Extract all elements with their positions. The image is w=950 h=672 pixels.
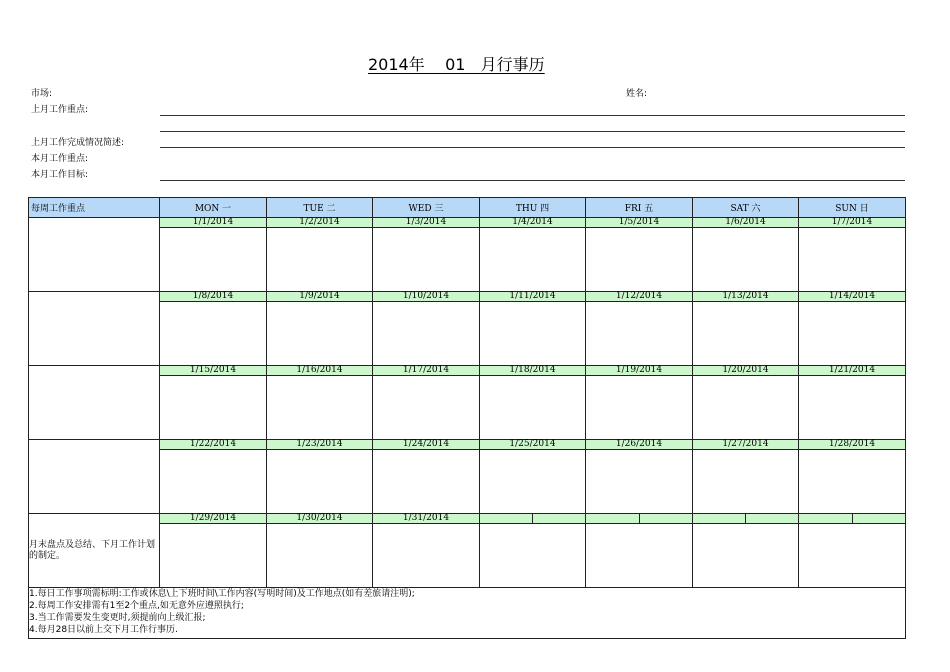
day-header-fri: FRI 五 bbox=[586, 198, 693, 218]
day-entry-cell[interactable] bbox=[373, 228, 480, 292]
this-month-focus-label: 本月工作重点: bbox=[31, 154, 89, 164]
day-header-thu: THU 四 bbox=[480, 198, 586, 218]
week-4-focus-cell[interactable] bbox=[29, 440, 160, 514]
calendar-grid bbox=[28, 197, 906, 639]
day-header-tue: TUE 二 bbox=[267, 198, 373, 218]
day-entry-cell[interactable] bbox=[799, 450, 906, 514]
date-cell: 1/17/2014 bbox=[373, 366, 480, 376]
market-label: 市场: bbox=[31, 89, 53, 99]
date-cell: 1/30/2014 bbox=[267, 514, 373, 524]
date-cell: 1/1/2014 bbox=[160, 218, 267, 228]
week-2-entry-row bbox=[29, 302, 906, 366]
calendar-title: 2014年 01 月行事历 bbox=[368, 55, 545, 74]
day-header-sat: SAT 六 bbox=[693, 198, 799, 218]
day-entry-cell[interactable] bbox=[586, 228, 693, 292]
date-cell: 1/28/2014 bbox=[799, 440, 906, 450]
week-5-entry-row bbox=[29, 524, 906, 588]
day-header-wed: WED 三 bbox=[373, 198, 480, 218]
day-entry-cell[interactable] bbox=[160, 228, 267, 292]
name-label: 姓名: bbox=[626, 89, 648, 99]
this-month-goal-line[interactable] bbox=[160, 180, 905, 181]
day-entry-cell[interactable] bbox=[480, 228, 586, 292]
day-entry-cell[interactable] bbox=[373, 524, 480, 588]
date-cell: 1/8/2014 bbox=[160, 292, 267, 302]
day-entry-cell[interactable] bbox=[267, 376, 373, 440]
last-month-summary-line[interactable] bbox=[160, 147, 905, 148]
date-cell: 1/19/2014 bbox=[586, 366, 693, 376]
day-entry-cell[interactable] bbox=[586, 450, 693, 514]
week-2-date-row bbox=[29, 292, 906, 302]
date-cell: 1/7/2014 bbox=[799, 218, 906, 228]
day-entry-cell[interactable] bbox=[373, 376, 480, 440]
date-cell: 1/27/2014 bbox=[693, 440, 799, 450]
note-item: 3.当工作需要发生变更时,须提前向上级汇报; bbox=[29, 613, 206, 623]
week-1-date-row bbox=[29, 218, 906, 228]
note-item: 2.每周工作安排需有1至2个重点,如无意外应遵照执行; bbox=[29, 601, 244, 611]
week-5-date-row bbox=[29, 514, 906, 524]
day-entry-cell[interactable] bbox=[267, 524, 373, 588]
notes-cell bbox=[29, 588, 906, 639]
week-4-date-row bbox=[29, 440, 906, 450]
day-entry-cell[interactable] bbox=[799, 524, 906, 588]
day-entry-cell[interactable] bbox=[267, 450, 373, 514]
day-entry-cell[interactable] bbox=[160, 376, 267, 440]
day-entry-cell[interactable] bbox=[799, 228, 906, 292]
last-month-summary-label: 上月工作完成情况简述: bbox=[31, 138, 125, 148]
week-1-entry-row bbox=[29, 228, 906, 292]
weekly-focus-header: 每周工作重点 bbox=[29, 198, 160, 218]
date-cell: 1/2/2014 bbox=[267, 218, 373, 228]
date-cell: 1/24/2014 bbox=[373, 440, 480, 450]
date-cell: 1/23/2014 bbox=[267, 440, 373, 450]
day-entry-cell[interactable] bbox=[799, 302, 906, 366]
day-entry-cell[interactable] bbox=[693, 302, 799, 366]
last-month-focus-line[interactable] bbox=[160, 115, 905, 116]
date-cell-empty bbox=[480, 514, 586, 524]
day-entry-cell[interactable] bbox=[586, 302, 693, 366]
day-entry-cell[interactable] bbox=[480, 302, 586, 366]
week-4-entry-row bbox=[29, 450, 906, 514]
day-entry-cell[interactable] bbox=[480, 450, 586, 514]
date-cell: 1/6/2014 bbox=[693, 218, 799, 228]
date-cell: 1/14/2014 bbox=[799, 292, 906, 302]
note-item: 1.每日工作事项需标明:工作或休息\上下班时间\工作内容(写明时间)及工作地点(如有差旅请注明); bbox=[29, 589, 415, 599]
week-3-focus-cell[interactable] bbox=[29, 366, 160, 440]
date-cell: 1/26/2014 bbox=[586, 440, 693, 450]
note-item: 4.每月28日以前上交下月工作行事历. bbox=[29, 625, 178, 635]
week-3-entry-row bbox=[29, 376, 906, 440]
date-cell: 1/12/2014 bbox=[586, 292, 693, 302]
week-3-date-row bbox=[29, 366, 906, 376]
day-entry-cell[interactable] bbox=[693, 450, 799, 514]
day-entry-cell[interactable] bbox=[160, 450, 267, 514]
date-cell: 1/25/2014 bbox=[480, 440, 586, 450]
date-cell: 1/4/2014 bbox=[480, 218, 586, 228]
date-cell: 1/10/2014 bbox=[373, 292, 480, 302]
month-end-review-cell: 月末盘点及总结、下月工作计划的制定。 bbox=[29, 514, 160, 588]
date-cell: 1/22/2014 bbox=[160, 440, 267, 450]
day-header-sun: SUN 日 bbox=[799, 198, 906, 218]
date-cell: 1/3/2014 bbox=[373, 218, 480, 228]
day-entry-cell[interactable] bbox=[693, 524, 799, 588]
day-entry-cell[interactable] bbox=[160, 524, 267, 588]
day-entry-cell[interactable] bbox=[693, 228, 799, 292]
day-entry-cell[interactable] bbox=[799, 376, 906, 440]
date-cell: 1/11/2014 bbox=[480, 292, 586, 302]
week-1-focus-cell[interactable] bbox=[29, 218, 160, 292]
date-cell: 1/29/2014 bbox=[160, 514, 267, 524]
week-2-focus-cell[interactable] bbox=[29, 292, 160, 366]
notes-row bbox=[29, 588, 906, 639]
date-cell-empty bbox=[799, 514, 906, 524]
date-cell: 1/9/2014 bbox=[267, 292, 373, 302]
day-entry-cell[interactable] bbox=[480, 376, 586, 440]
day-header-mon: MON 一 bbox=[160, 198, 267, 218]
date-cell: 1/15/2014 bbox=[160, 366, 267, 376]
day-entry-cell[interactable] bbox=[693, 376, 799, 440]
this-month-goal-label: 本月工作目标: bbox=[31, 170, 89, 180]
date-cell: 1/20/2014 bbox=[693, 366, 799, 376]
weekday-header-row bbox=[29, 198, 906, 218]
date-cell: 1/21/2014 bbox=[799, 366, 906, 376]
date-cell: 1/16/2014 bbox=[267, 366, 373, 376]
date-cell: 1/5/2014 bbox=[586, 218, 693, 228]
date-cell: 1/13/2014 bbox=[693, 292, 799, 302]
day-entry-cell[interactable] bbox=[160, 302, 267, 366]
date-cell-empty bbox=[693, 514, 799, 524]
last-month-focus-label: 上月工作重点: bbox=[31, 105, 89, 115]
day-entry-cell[interactable] bbox=[373, 450, 480, 514]
date-cell: 1/31/2014 bbox=[373, 514, 480, 524]
day-entry-cell[interactable] bbox=[586, 376, 693, 440]
day-entry-cell[interactable] bbox=[267, 228, 373, 292]
day-entry-cell[interactable] bbox=[586, 524, 693, 588]
date-cell: 1/18/2014 bbox=[480, 366, 586, 376]
day-entry-cell[interactable] bbox=[267, 302, 373, 366]
day-entry-cell[interactable] bbox=[480, 524, 586, 588]
day-entry-cell[interactable] bbox=[373, 302, 480, 366]
date-cell-empty bbox=[586, 514, 693, 524]
spacer-line bbox=[160, 131, 905, 132]
